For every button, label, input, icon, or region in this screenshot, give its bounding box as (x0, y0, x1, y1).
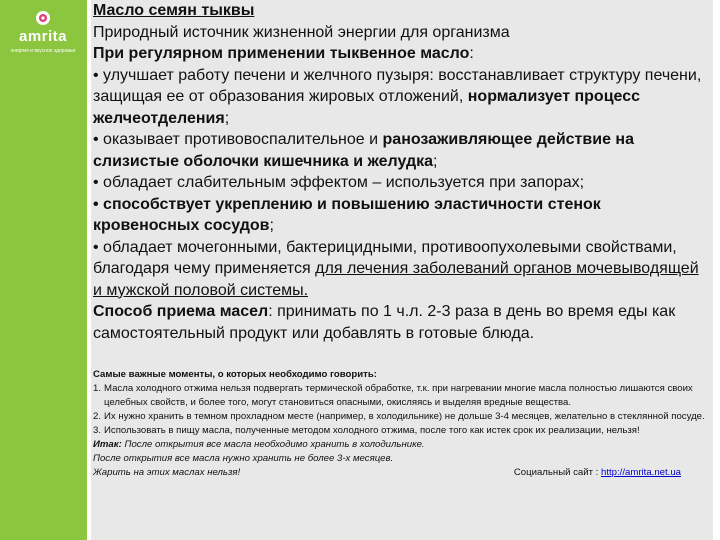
frying-warning: Жарить на этих маслах нельзя! (93, 467, 241, 478)
bullet-diuretic-text: • обладает мочегонными, бактерицидными, противоопухолевыми свойствами, благодаря чему применяется (93, 238, 677, 277)
list-item-text: Использовать в пищу масла, полученные методом холодного отжима, после того как истек срок их реализации, нельзя! (104, 425, 640, 436)
summary-line (93, 438, 709, 452)
bullet-inflammation (93, 129, 709, 172)
method-rest: : принимать по 1 ч.л. 2-3 раза в день во время еды как самостоятельный продукт или добавлять в готовые блюда. (93, 303, 676, 342)
intro-line (93, 43, 709, 65)
site-link[interactable]: http://amrita.net.ua (601, 467, 681, 478)
brand-name: amrita (18, 28, 68, 45)
notes-block (91, 368, 709, 480)
notes-heading: Самые важные моменты, о которых необходимо говорить: (93, 369, 377, 380)
bullet-inflammation-end: ; (433, 152, 438, 170)
flower-icon (35, 10, 51, 26)
site-label: Социальный сайт : (513, 467, 601, 478)
amrita-logo (6, 10, 80, 62)
footer-site (514, 466, 681, 480)
list-item-number: 2. (93, 411, 102, 422)
bullet-vessels-end: ; (269, 217, 274, 234)
method-line (93, 301, 709, 344)
list-item (93, 410, 709, 424)
bullet-vessels-bold: • способствует укреплению и повышению эластичности стенок кровеносных сосудов (93, 195, 601, 234)
summary-label: Итак: (93, 439, 122, 450)
doc-subtitle: Природный источник жизненной энергии для организма (93, 23, 510, 41)
bullet-liver (93, 65, 709, 130)
list-item (93, 382, 709, 410)
bullet-vessels (93, 194, 709, 237)
bullet-inflammation-bold: ранозаживляющее действие на слизистые оболочки кишечника и желудка (93, 131, 634, 170)
method-bold: Способ приема масел (93, 303, 269, 320)
bullet-diuretic-underlined: для лечения заболеваний органов мочевыводящей и мужской половой системы. (93, 260, 699, 299)
bullet-liver-text: • улучшает работу печени и желчного пузыря: восстанавливает структуру печени, защищая ее от образования жировых отложений, (93, 66, 702, 105)
brand-tagline: энергия и вкусное здоровье (10, 48, 76, 54)
slide-content (91, 0, 713, 540)
list-item (93, 424, 709, 438)
bullet-laxative: • обладает слабительным эффектом – используется при запорах; (93, 174, 585, 191)
storage-line: После открытия все масла нужно хранить не более 3-х месяцев. (93, 453, 394, 464)
list-item-text: Их нужно хранить в темном прохладном месте (например, в холодильнике) не дольше 3-4 месяцев, желательно в стеклянной посуде. (104, 411, 705, 422)
main-text (91, 0, 709, 344)
footer-row (93, 466, 709, 480)
intro-rest: : (469, 45, 474, 62)
bullet-liver-bold: нормализует процесс желчеотделения (93, 88, 641, 127)
notes-list (93, 382, 709, 438)
list-item-number: 1. (93, 383, 102, 394)
list-item-text: Масла холодного отжима нельзя подвергать термической обработке, т.к. при нагревании многие масла полностью лишаются своих целебных свойств, и более того, могут становиться опасными, окисляясь и выделяя вредные вещества. (104, 383, 693, 408)
bullet-liver-end: ; (224, 109, 230, 127)
doc-title: Масло семян тыквы (93, 2, 255, 19)
list-item-number: 3. (93, 425, 102, 436)
bullet-inflammation-text: • оказывает противовоспалительное и (93, 131, 383, 148)
bullet-diuretic (93, 237, 709, 302)
summary-rest: После открытия все масла необходимо хранить в холодильнике. (121, 439, 425, 450)
intro-bold: При регулярном применении тыквенное масло (93, 45, 470, 62)
brand-sidebar (0, 0, 87, 540)
